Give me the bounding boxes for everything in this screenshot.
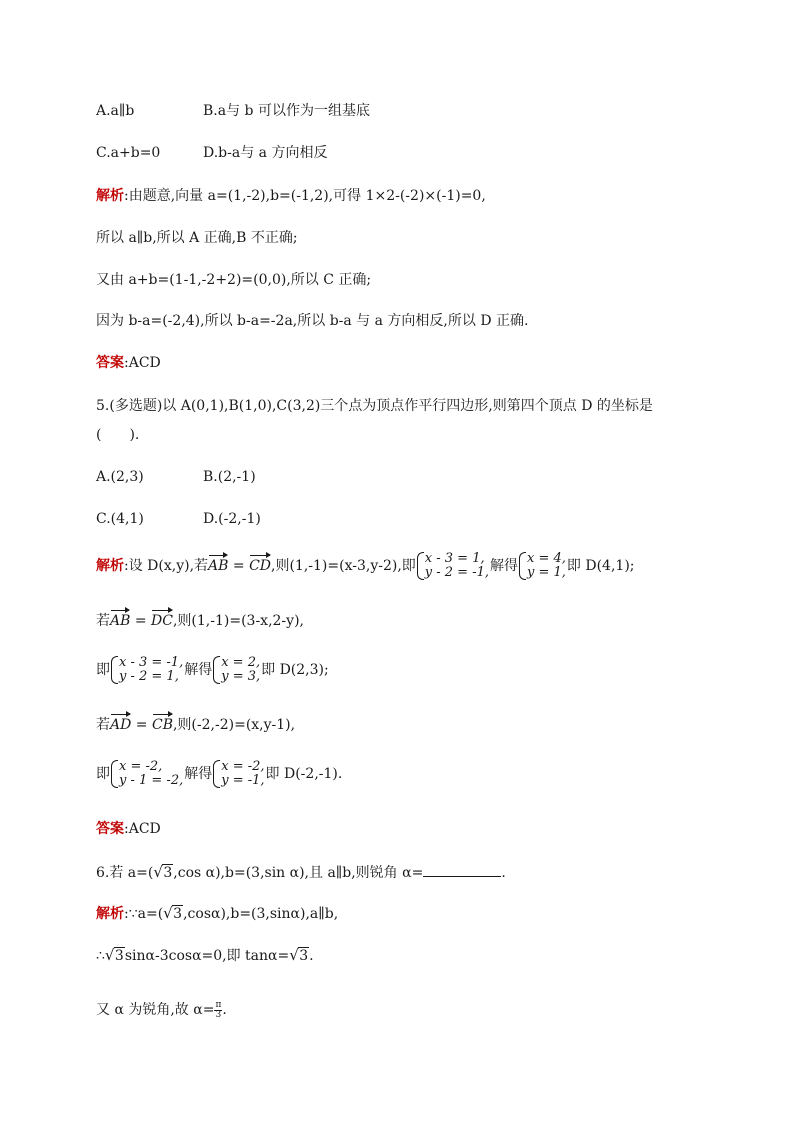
fraction: $\frac{\pi}{3}$ <box>215 999 222 1020</box>
vector-dc: DC <box>151 613 173 629</box>
q4-solution-line3: 又由 a+b=(1-1,-2+2)=(0,0),所以 C 正确; <box>96 272 372 288</box>
q5-option-b: B.(2,-1) <box>203 469 256 485</box>
q6-solution-line1: 解析:∵a=( √ 3,cosα),b=(3,sinα),a∥b, <box>96 904 339 922</box>
q5-option-a: A.(2,3) <box>96 469 144 485</box>
q5-solution-line4: 若AD = CB,则(-2,-2)=(x,y-1), <box>96 717 296 733</box>
q5-stem-line2: ( ). <box>96 427 140 443</box>
vector-ab: AB <box>208 558 229 574</box>
q5-solution-line2: 若AB = DC,则(1,-1)=(3-x,2-y), <box>96 613 304 629</box>
q5-option-c: C.(4,1) <box>96 511 144 527</box>
q4-options-row2 <box>96 143 327 163</box>
equation-system: x = -2, y - 1 = -2, <box>111 760 183 788</box>
sqrt-symbol: √ 3 <box>153 863 173 881</box>
q5-solution-label: 解析 <box>96 558 124 574</box>
answer-blank <box>423 862 501 877</box>
sqrt-symbol: √ 3 <box>289 946 309 964</box>
vector-cb: CB <box>151 717 173 733</box>
q5-answer-label: 答案 <box>96 821 124 837</box>
q4-solution-label: 解析 <box>96 188 124 204</box>
q5-option-d: D.(-2,-1) <box>203 511 261 527</box>
equation-system: x = 2, y = 3, <box>213 656 260 684</box>
q4-solution-line2: 所以 a∥b,所以 A 正确,B 不正确; <box>96 230 298 246</box>
vector-ab: AB <box>110 613 131 629</box>
q5-stem-line1: 5.(多选题)以 A(0,1),B(1,0),C(3,2)三个点为顶点作平行四边形,则第四个顶点 D 的坐标是 <box>96 398 653 414</box>
q4-option-b: B.a与 b 可以作为一组基底 <box>203 103 370 119</box>
q5-solution-line3: 即 x - 3 = -1, y - 2 = 1, 解得 x = 2, y = 3, 即 D(2,3); <box>96 655 329 684</box>
q5-options-row1 <box>96 467 256 487</box>
vector-cd: CD <box>249 558 272 574</box>
q4-option-a: A.a∥b <box>96 103 135 119</box>
equation-system: x - 3 = -1, y - 2 = 1, <box>111 656 183 684</box>
q5-answer: 答案:ACD <box>96 821 161 837</box>
equation-system: x = 4, y = 1, <box>519 552 566 580</box>
q5-options-row2 <box>96 509 261 529</box>
q5-solution-line1: 解析:设 D(x,y),若AB = CD,则(1,-1)=(x-3,y-2),即 x - 3 = 1, y - 2 = -1, 解得 x = 4, y = 1, 即 D(4,1); <box>96 551 635 580</box>
q4-solution-line4: 因为 b-a=(-2,4),所以 b-a=-2a,所以 b-a 与 a 方向相反,所以 D 正确. <box>96 313 529 329</box>
sqrt-symbol: √ 3 <box>163 904 183 922</box>
q6-solution-label: 解析 <box>96 906 124 922</box>
q6-stem: 6.若 a=( √ 3,cos α),b=(3,sin α),且 a∥b,则锐角 α= . <box>96 863 506 881</box>
sqrt-symbol: √ 3 <box>104 946 124 964</box>
q5-solution-line5: 即 x = -2, y - 1 = -2, 解得 x = -2, y = -1, 即 D(-2,-1). <box>96 759 343 788</box>
q4-options-row1 <box>96 101 370 121</box>
q6-solution-line3: 又 α 为锐角,故 α= $\frac{\pi}{3}$ . <box>96 999 227 1020</box>
equation-system: x = -2, y = -1, <box>213 760 264 788</box>
q4-answer-label: 答案 <box>96 355 124 371</box>
equation-system: x - 3 = 1, y - 2 = -1, <box>417 552 489 580</box>
vector-ad: AD <box>110 717 132 733</box>
q4-option-d: D.b-a与 a 方向相反 <box>203 145 328 161</box>
q4-answer: 答案:ACD <box>96 355 161 371</box>
q4-option-c: C.a+b=0 <box>96 145 161 161</box>
q6-solution-line2: ∴ √ 3sinα-3cosα=0,即 tanα= √ 3. <box>96 946 314 964</box>
q4-solution-line1: 解析:由题意,向量 a=(1,-2),b=(-1,2),可得 1×2-(-2)×(-1)=0, <box>96 188 486 204</box>
